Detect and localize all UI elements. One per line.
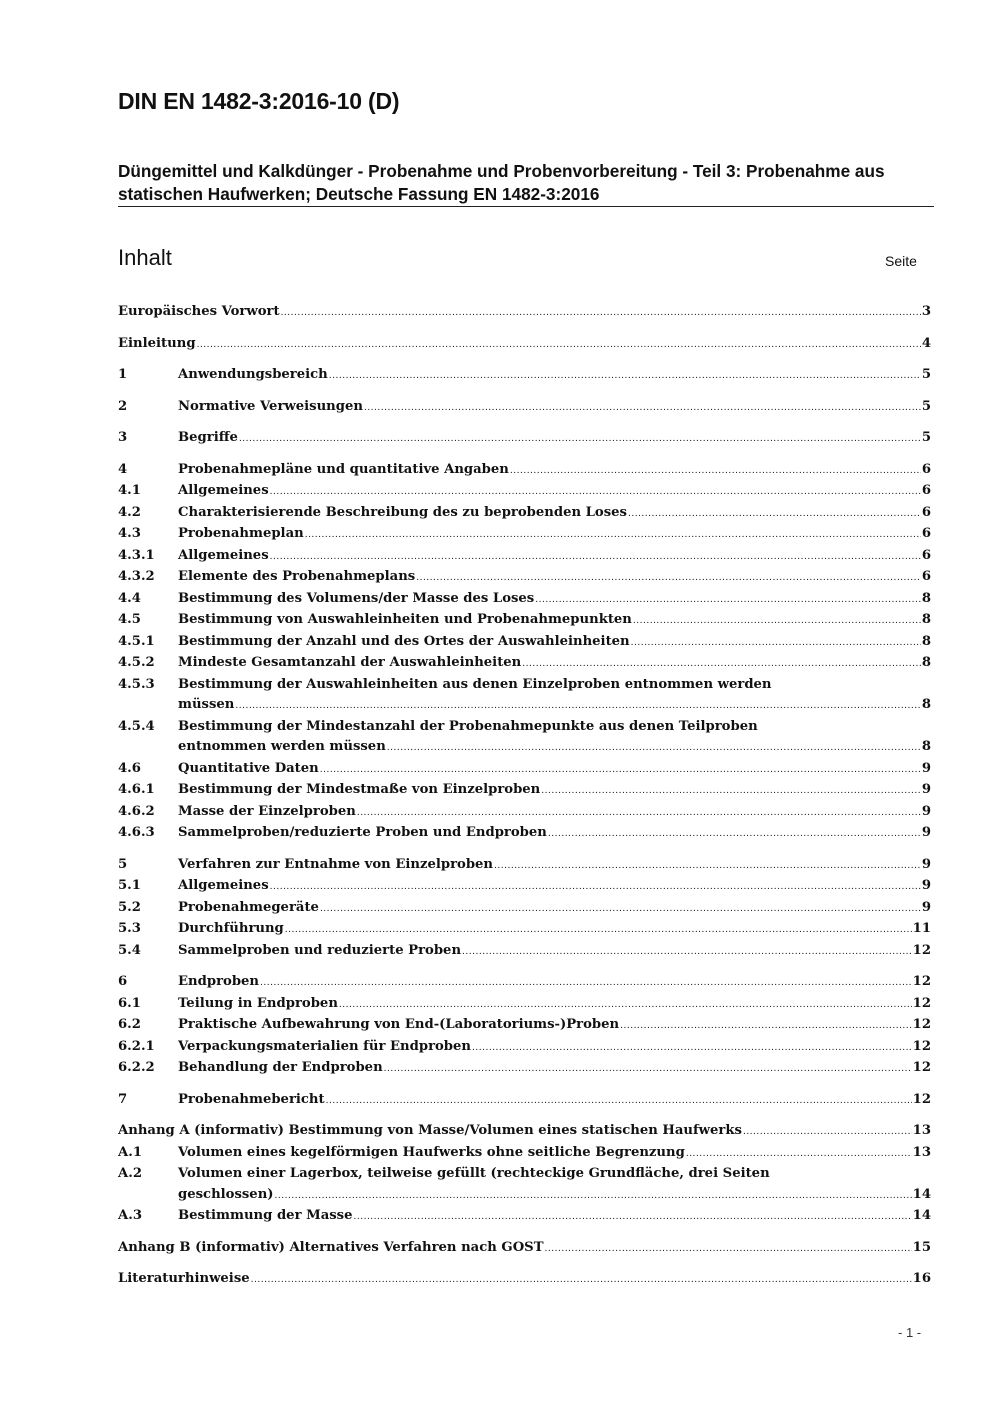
toc-entry-page: 16 (912, 1271, 931, 1286)
toc-entry-number: 3 (118, 430, 128, 445)
toc-entry[interactable] (118, 780, 931, 802)
toc-entry[interactable] (118, 589, 931, 611)
toc-entry-title: Bestimmung der Masse (178, 1208, 353, 1223)
toc-entry-page: 5 (921, 430, 931, 445)
toc-entry-page: 12 (912, 1017, 931, 1032)
dot-leader (545, 1238, 912, 1260)
toc-entry-page: 8 (921, 590, 931, 606)
document-title: DIN EN 1482-3:2016-10 (D) (118, 88, 400, 114)
toc-entry-title-continuation: entnommen werden müssen (178, 739, 386, 754)
toc-entry-title: Bestimmung von Auswahleinheiten und Probenahmepunkten (178, 612, 632, 627)
toc-entry-page: 4 (921, 335, 931, 351)
toc-entry[interactable] (118, 717, 931, 759)
toc-entry[interactable] (118, 941, 931, 963)
toc-entry-title: Praktische Aufbewahrung von End-(Laboratoriums-)Proben (178, 1017, 620, 1032)
toc-entry[interactable] (118, 524, 931, 546)
toc-entry-number: 5 (118, 856, 128, 872)
toc-entry-title: Allgemeines (178, 483, 269, 498)
dot-leader (620, 1015, 912, 1037)
toc-entry[interactable] (118, 823, 931, 845)
toc-entry-number: 6.2.1 (118, 1038, 155, 1054)
toc-entry-title: Probenahmebericht (178, 1091, 325, 1107)
toc-entry-number: 4.3.1 (118, 547, 155, 563)
toc-entry-page: 6 (921, 569, 931, 584)
toc-entry-title: Sammelproben/reduzierte Proben und Endproben (178, 825, 547, 840)
toc-entry-title: Einleitung (118, 335, 196, 351)
toc-entry-page: 5 (921, 367, 931, 382)
toc-entry-page: 11 (912, 921, 931, 936)
dot-leader (541, 780, 921, 802)
toc-entry-number: 4.1 (118, 483, 141, 498)
toc-entry-page: 9 (921, 760, 931, 776)
toc-entry-page: 9 (921, 899, 931, 915)
toc-entry-page: 8 (921, 612, 931, 627)
toc-entry-page: 9 (921, 782, 931, 797)
dot-leader (364, 397, 921, 419)
dot-leader (743, 1121, 912, 1143)
toc-entry[interactable] (118, 1058, 931, 1080)
toc-entry-page: 14 (912, 1186, 931, 1202)
toc-entry-page: 15 (912, 1239, 931, 1255)
toc-entry-number: 5.1 (118, 878, 141, 893)
toc-entry-page: 6 (921, 483, 931, 498)
toc-entry-title: Literaturhinweise (118, 1271, 250, 1286)
toc-entry-title: Anwendungsbereich (178, 367, 328, 382)
toc-entry-title: Verpackungsmaterialien für Endproben (178, 1038, 472, 1054)
toc-entry-number: 6.2 (118, 1017, 141, 1032)
toc-entry-title: Probenahmegeräte (178, 899, 319, 915)
toc-entry-page: 5 (921, 398, 931, 414)
dot-leader (686, 1143, 912, 1165)
toc-entry-title-continuation: müssen (178, 697, 235, 712)
toc-entry[interactable] (118, 1090, 931, 1112)
toc-entry-number: 6.1 (118, 995, 141, 1011)
dot-leader (197, 334, 921, 356)
toc-entry-number: 6 (118, 974, 128, 989)
toc-entry[interactable] (118, 759, 931, 781)
toc-entry-number: A.3 (118, 1208, 142, 1223)
dot-leader (628, 503, 921, 525)
toc-entry-page: 6 (921, 461, 931, 477)
toc-entry[interactable] (118, 503, 931, 525)
toc-entry-page: 12 (912, 942, 931, 958)
title-divider (118, 206, 934, 207)
toc-entry[interactable] (118, 1269, 931, 1291)
dot-leader (275, 1185, 912, 1207)
toc-entry-number: 5.2 (118, 899, 141, 915)
toc-entry-number: 4.6.2 (118, 803, 155, 819)
toc-entry[interactable] (118, 397, 931, 419)
toc-entry[interactable] (118, 460, 931, 482)
toc-entry[interactable] (118, 898, 931, 920)
toc-entry-page: 8 (921, 697, 931, 712)
toc-entry[interactable] (118, 802, 931, 824)
dot-leader (522, 653, 921, 675)
dot-leader (281, 302, 921, 324)
toc-entry-title: Bestimmung der Auswahleinheiten aus denen Einzelproben entnommen werden (178, 676, 772, 692)
toc-entry-title: Teilung in Endproben (178, 995, 338, 1011)
toc-entry-number: 4.3.2 (118, 569, 155, 584)
toc-entry-page: 8 (921, 655, 931, 670)
toc-entry-title: Quantitative Daten (178, 760, 319, 776)
toc-entry[interactable] (118, 365, 931, 387)
toc-entry-number: 4.4 (118, 590, 141, 606)
toc-entry-page: 8 (921, 739, 931, 754)
dot-leader (339, 994, 912, 1016)
toc-entry-title: Allgemeines (178, 878, 269, 893)
toc-entry-title: Bestimmung der Mindestanzahl der Probenahmepunkte aus denen Teilproben (178, 718, 758, 734)
toc-entry-number: 4.5.3 (118, 676, 155, 692)
toc-entry-page: 9 (921, 856, 931, 872)
toc-entry-title: Begriffe (178, 430, 238, 445)
toc-entry-page: 12 (912, 974, 931, 989)
toc-entry[interactable] (118, 567, 931, 589)
toc-entry-number: 4.6 (118, 760, 141, 776)
dot-leader (462, 941, 912, 963)
toc-entry-title: Bestimmung der Mindestmaße von Einzelproben (178, 782, 541, 797)
toc-entry-number: 4.2 (118, 504, 141, 520)
toc-entry[interactable] (118, 481, 931, 503)
dot-leader (320, 898, 921, 920)
toc-entry[interactable] (118, 428, 931, 450)
toc-entry-number: 4.5 (118, 612, 141, 627)
dot-leader (251, 1269, 912, 1291)
toc-entry-number: 4.5.1 (118, 633, 155, 649)
dot-leader (472, 1037, 912, 1059)
dot-leader (494, 855, 921, 877)
toc-entry-title: Elemente des Probenahmeplans (178, 569, 416, 584)
dot-leader (326, 1090, 912, 1112)
dot-leader (305, 524, 921, 546)
toc-entry-title: Anhang A (informativ) Bestimmung von Masse/Volumen eines statischen Haufwerks (118, 1123, 742, 1138)
dot-leader (239, 428, 921, 450)
toc-entry-title: Volumen einer Lagerbox, teilweise gefüllt (rechteckige Grundfläche, drei Seiten (178, 1166, 770, 1181)
toc-entry[interactable] (118, 919, 931, 941)
toc-entry-title: Bestimmung des Volumens/der Masse des Loses (178, 590, 535, 606)
toc-entry[interactable] (118, 1143, 931, 1165)
toc-entry-title: Mindeste Gesamtanzahl der Auswahleinheiten (178, 655, 522, 670)
toc-entry-page: 9 (921, 803, 931, 819)
toc-entry-title: Probenahmeplan (178, 526, 304, 541)
toc-entry-title: Normative Verweisungen (178, 398, 363, 414)
toc-entry-page: 12 (912, 995, 931, 1011)
dot-leader (354, 1206, 912, 1228)
toc-entry-title: Volumen eines kegelförmigen Haufwerks ohne seitliche Begrenzung (178, 1144, 685, 1160)
toc-entry-title: Europäisches Vorwort (118, 304, 280, 319)
toc-entry[interactable] (118, 653, 931, 675)
toc-entry-number: 4.6.1 (118, 782, 155, 797)
toc-entry-number: 4 (118, 461, 128, 477)
toc-entry-page: 6 (921, 547, 931, 563)
toc-entry-title-continuation: geschlossen) (178, 1186, 274, 1202)
dot-leader (235, 695, 920, 717)
toc-entry-page: 3 (921, 304, 931, 319)
toc-entry-page: 12 (912, 1091, 931, 1107)
dot-leader (270, 546, 921, 568)
toc-entry[interactable] (118, 632, 931, 654)
toc-entry-page: 9 (921, 878, 931, 893)
toc-entry-number: A.1 (118, 1144, 142, 1160)
dot-leader (285, 919, 912, 941)
toc-entry[interactable] (118, 855, 931, 877)
toc-entry-page: 12 (912, 1038, 931, 1054)
toc-entry-title: Masse der Einzelproben (178, 803, 356, 819)
dot-leader (320, 759, 921, 781)
toc-entry-page: 13 (912, 1123, 931, 1138)
toc-entry-number: 5.3 (118, 921, 141, 936)
toc-entry-page: 12 (912, 1060, 931, 1075)
toc-entry-page: 6 (921, 504, 931, 520)
dot-leader (416, 567, 921, 589)
toc-heading: Inhalt (118, 245, 172, 270)
dot-leader (270, 876, 921, 898)
toc-entry[interactable] (118, 334, 931, 356)
page-number-footer: - 1 - (898, 1325, 922, 1340)
dot-leader (384, 1058, 912, 1080)
toc-entry-number: A.2 (118, 1166, 142, 1181)
toc-entry[interactable] (118, 1015, 931, 1037)
dot-leader (329, 365, 921, 387)
toc-entry-title: Anhang B (informativ) Alternatives Verfahren nach GOST (118, 1239, 544, 1255)
toc-entry[interactable] (118, 610, 931, 632)
toc-entry-title: Durchführung (178, 921, 284, 936)
toc-entry[interactable] (118, 675, 931, 717)
toc-entry-number: 1 (118, 367, 128, 382)
toc-entry-title: Allgemeines (178, 547, 269, 563)
toc-entry-number: 4.5.4 (118, 718, 155, 734)
toc-entry-number: 4.6.3 (118, 825, 155, 840)
dot-leader (270, 481, 921, 503)
toc-entry[interactable] (118, 302, 931, 324)
dot-leader (631, 632, 921, 654)
page-column-label: Seite (885, 253, 917, 269)
toc-entry-number: 5.4 (118, 942, 141, 958)
toc-entry-title: Verfahren zur Entnahme von Einzelproben (178, 856, 494, 872)
toc-entry[interactable] (118, 1037, 931, 1059)
dot-leader (260, 972, 912, 994)
toc-entry-title: Charakterisierende Beschreibung des zu beprobenden Loses (178, 504, 627, 520)
dot-leader (633, 610, 921, 632)
table-of-contents (118, 302, 931, 1291)
toc-entry-title: Sammelproben und reduzierte Proben (178, 942, 462, 958)
toc-entry-title: Bestimmung der Anzahl und des Ortes der Auswahleinheiten (178, 633, 630, 649)
toc-entry-page: 6 (921, 526, 931, 541)
dot-leader (548, 823, 921, 845)
toc-entry-page: 13 (912, 1144, 931, 1160)
toc-entry-page: 8 (921, 633, 931, 649)
toc-entry[interactable] (118, 972, 931, 994)
toc-entry-title: Endproben (178, 974, 260, 989)
dot-leader (510, 460, 921, 482)
toc-entry[interactable] (118, 1238, 931, 1260)
toc-entry[interactable] (118, 546, 931, 568)
toc-entry-page: 14 (912, 1208, 931, 1223)
toc-entry-number: 2 (118, 398, 128, 414)
toc-entry[interactable] (118, 994, 931, 1016)
toc-entry[interactable] (118, 876, 931, 898)
toc-entry-title: Behandlung der Endproben (178, 1060, 383, 1075)
toc-entry[interactable] (118, 1164, 931, 1206)
toc-entry-title: Probenahmepläne und quantitative Angaben (178, 461, 509, 477)
toc-entry-number: 7 (118, 1091, 128, 1107)
toc-entry-number: 4.5.2 (118, 655, 155, 670)
toc-entry[interactable] (118, 1121, 931, 1143)
dot-leader (535, 589, 921, 611)
document-subtitle: Düngemittel und Kalkdünger - Probenahme und Probenvorbereitung - Teil 3: Probenahme aus statischen Haufwerken; Deutsche Fassung EN 1482-3:2016 (118, 161, 885, 204)
dot-leader (357, 802, 921, 824)
dot-leader (387, 737, 921, 759)
toc-entry[interactable] (118, 1206, 931, 1228)
toc-entry-number: 4.3 (118, 526, 141, 541)
toc-entry-number: 6.2.2 (118, 1060, 155, 1075)
toc-entry-page: 9 (921, 825, 931, 840)
